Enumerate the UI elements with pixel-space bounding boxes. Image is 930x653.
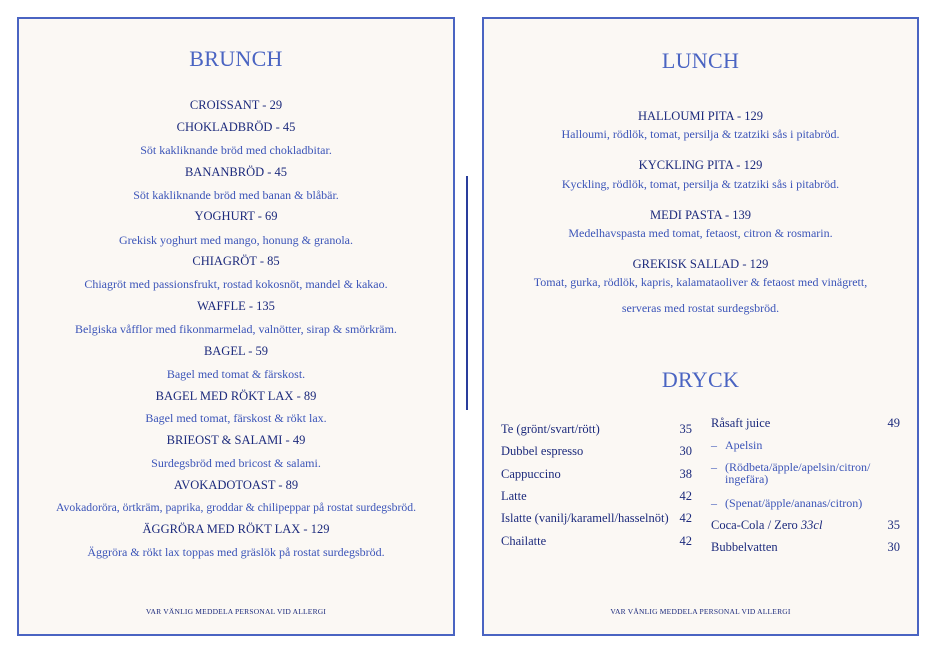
brunch-heading: BRUNCH [189,46,283,71]
brunch-item-bagel: BAGEL - 59 [203,344,269,358]
juice-option-rodbeta: – (Rödbeta/äpple/apelsin/citron/ ingefära) [711,460,871,486]
drink-coca-cola: Coca-Cola / Zero 33cl [711,518,823,532]
lunch-item-kyckling-desc: Kyckling, rödlök, tomat, persilja & tzatziki sås i pitabröd. [561,177,840,191]
brunch-item-aggrora: ÄGGRÖRA MED RÖKT LAX - 129 [142,522,330,536]
brunch-item-waffle-desc: Belgiska våfflor med fikonmarmelad, valnötter, sirap & smörkräm. [75,322,397,336]
dash-marker: – [711,460,717,474]
brunch-item-chiagrot: CHIAGRÖT - 85 [192,254,280,268]
brunch-item-chiagrot-desc: Chiagröt med passionsfrukt, rostad kokosnöt, mandel & kakao. [84,277,388,291]
brunch-item-brieost: BRIEOST & SALAMI - 49 [166,433,306,447]
allergy-notice: VAR VÄNLIG MEDDELA PERSONAL VID ALLERGI [610,607,791,616]
lunch-item-grekisk-sallad-desc-2: serveras med rostat surdegsbröd. [621,301,780,315]
volume-note: 33cl [800,518,823,532]
brunch-item-avokadotoast-desc: Avokadoröra, örtkräm, paprika, groddar & chilipeppar på rostat surdegsbröd. [55,501,417,514]
drink-cappuccino: Cappuccino [501,467,561,481]
lunch-item-medi-pasta: MEDI PASTA - 139 [650,208,751,222]
lunch-item-medi-pasta-desc: Medelhavspasta med tomat, fetaost, citron & rosmarin. [568,226,833,240]
drink-latte-price: 42 [679,489,692,503]
drink-coca-cola-price: 35 [887,518,900,532]
drink-chailatte: Chailatte [501,534,547,548]
drink-islatte: Islatte (vanilj/karamell/hasselnöt) [501,511,669,525]
lunch-item-kyckling: KYCKLING PITA - 129 [638,158,763,172]
brunch-item-yoghurt: YOGHURT - 69 [194,209,278,223]
drink-islatte-price: 42 [679,511,692,525]
dash-marker: – [711,438,717,452]
brunch-item-aggrora-desc: Äggröra & rökt lax toppas med gräslök på rostat surdegsbröd. [87,545,385,559]
drink-te: Te (grönt/svart/rött) [501,422,600,436]
drink-rasaft-juice: Råsaft juice [711,416,771,430]
juice-option-spenat: – (Spenat/äpple/ananas/citron) [711,496,863,510]
brunch-item-brieost-desc: Surdegsbröd med bricost & salami. [151,456,321,470]
drink-chailatte-price: 42 [679,534,692,548]
juice-option-apelsin: – Apelsin [711,438,763,452]
brunch-item-waffle: WAFFLE - 135 [197,299,275,313]
lunch-heading: LUNCH [661,48,740,73]
brunch-item-chokladbrod-desc: Söt kakliknande bröd med chokladbitar. [140,143,332,157]
drink-te-price: 35 [679,422,692,436]
brunch-item-avokadotoast: AVOKADOTOAST - 89 [173,478,299,492]
brunch-item-bagel-lax-desc: Bagel med tomat, färskost & rökt lax. [145,411,327,425]
dash-marker: – [711,496,717,510]
dryck-heading: DRYCK [661,367,740,392]
brunch-item-bagel-lax: BAGEL MED RÖKT LAX - 89 [155,389,317,403]
drink-dubbel-espresso-price: 30 [679,444,692,458]
allergy-notice: VAR VÄNLIG MEDDELA PERSONAL VID ALLERGI [145,607,327,616]
brunch-item-croissant: CROISSANT - 29 [189,98,283,112]
lunch-item-grekisk-sallad-desc: Tomat, gurka, rödlök, kapris, kalamataoliver & fetaost med vinägrett, [533,275,868,289]
lunch-item-halloumi-desc: Halloumi, rödlök, tomat, persilja & tzatziki sås i pitabröd. [561,127,840,141]
drink-bubbelvatten: Bubbelvatten [711,540,778,554]
brunch-menu-panel [17,17,455,636]
drink-dubbel-espresso: Dubbel espresso [501,444,584,458]
drink-rasaft-juice-price: 49 [887,416,900,430]
brunch-item-bagel-desc: Bagel med tomat & färskost. [166,367,306,381]
brunch-item-bananbrod: BANANBRÖD - 45 [184,165,288,179]
drink-cappuccino-price: 38 [679,467,692,481]
panel-divider [466,176,468,410]
lunch-item-halloumi: HALLOUMI PITA - 129 [637,109,764,123]
drink-latte: Latte [501,489,527,503]
lunch-dryck-menu-panel [482,17,919,636]
brunch-item-bananbrod-desc: Söt kakliknande bröd med banan & blåbär. [133,188,339,202]
brunch-item-chokladbrod: CHOKLADBRÖD - 45 [176,120,296,134]
brunch-item-yoghurt-desc: Grekisk yoghurt med mango, honung & granola. [119,233,353,247]
drink-bubbelvatten-price: 30 [887,540,900,554]
lunch-item-grekisk-sallad: GREKISK SALLAD - 129 [632,257,769,271]
